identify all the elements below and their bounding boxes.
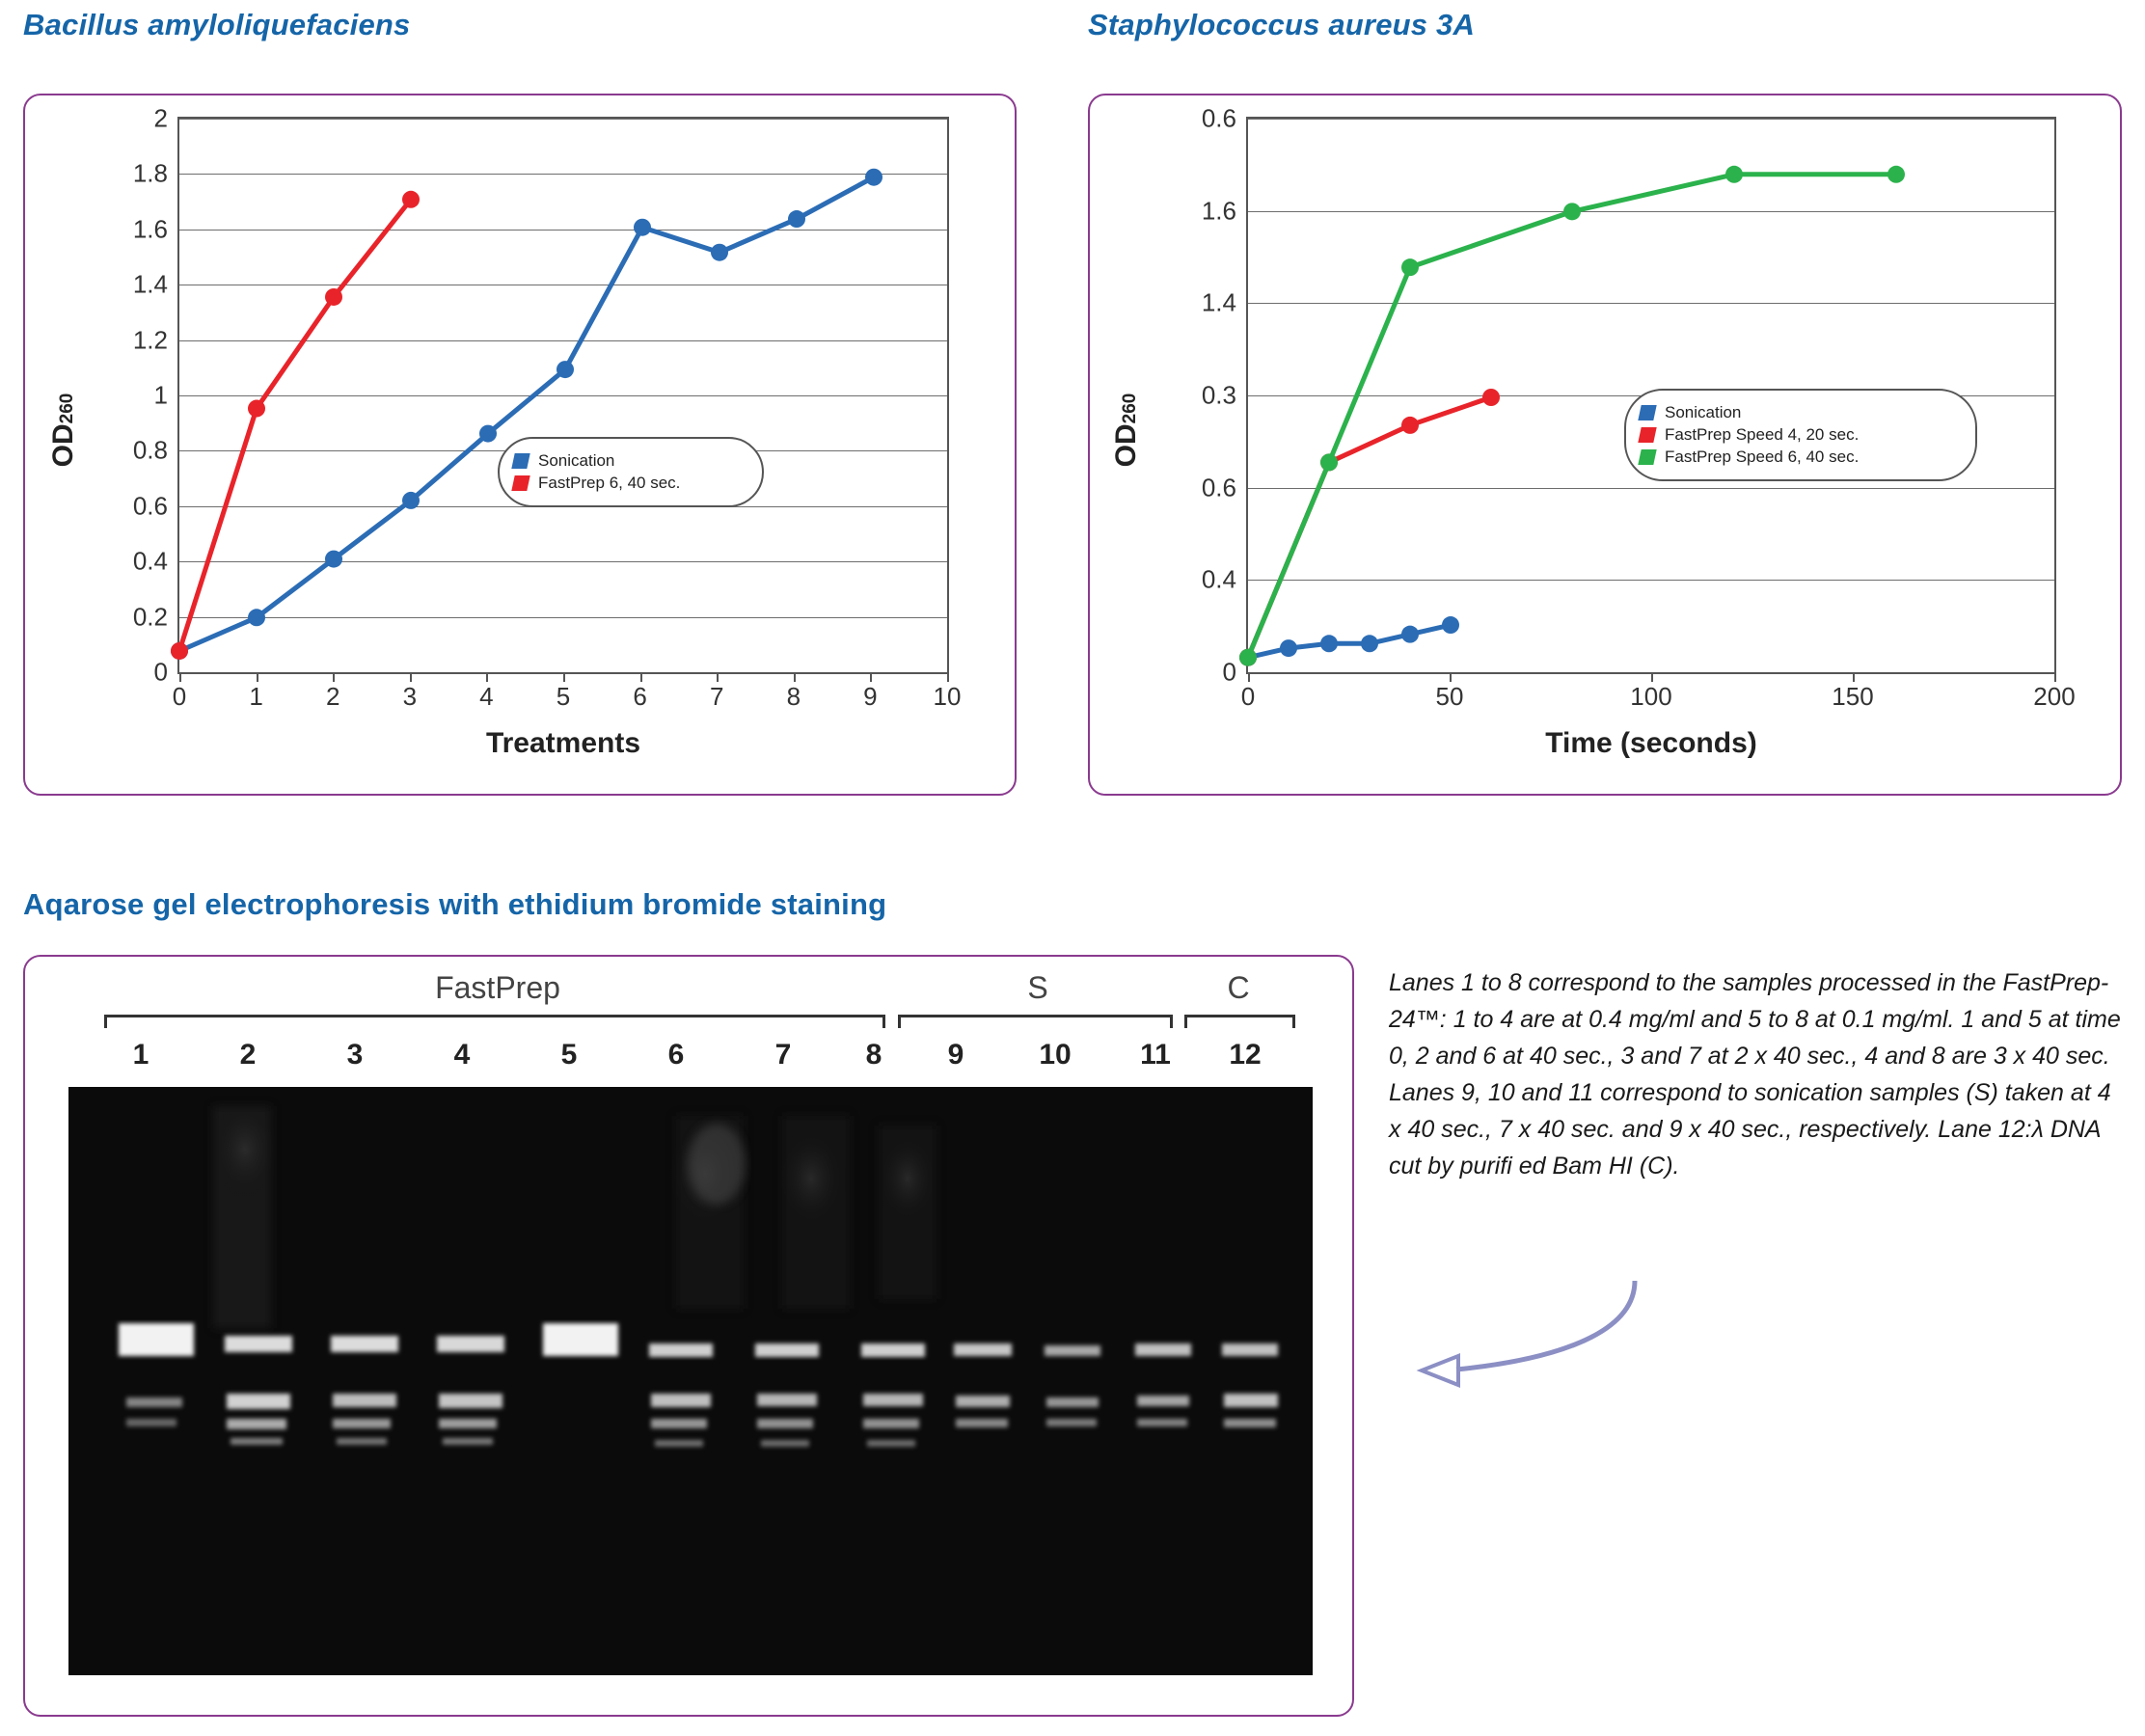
right-chart-xtick: 150 [1832,682,1874,711]
legend-swatch-sonication [1638,405,1656,420]
right-chart-xtick: 100 [1630,682,1672,711]
legend-swatch-fastprep-4 [1638,427,1656,443]
gel-bracket-s [898,1015,1173,1028]
legend-swatch-sonication [511,453,529,469]
caption-arrow-icon [1389,1273,1678,1398]
legend-item [1640,403,1958,422]
left-chart-xtick: 2 [325,682,340,711]
legend-label: Sonication [538,451,615,470]
legend-swatch-fastprep [511,475,529,491]
left-chart-x-axis-label: Treatments [485,727,641,759]
right-chart-ytick: 0 [1222,657,1236,687]
gel-lane-label: 9 [947,1039,964,1071]
left-chart-xtick: 4 [479,682,494,711]
right-chart-xtick: 0 [1240,682,1256,711]
gel-lane-label: 4 [453,1039,471,1071]
gel-lane-label: 11 [1140,1039,1171,1071]
left-chart-ytick: 0.8 [132,435,168,465]
left-chart-xtick: 0 [172,682,187,711]
left-chart-series-layer [179,119,951,676]
left-chart-y-axis-label: OD260 [47,393,79,468]
left-chart-xtick: 8 [786,682,801,711]
left-chart-title: Bacillus amyloliquefaciens [23,8,411,41]
left-chart-ytick: 1.6 [132,214,168,244]
gel-lane-label: 3 [346,1039,364,1071]
left-chart-ytick: 2 [153,103,168,133]
gel-caption: Lanes 1 to 8 correspond to the samples processed in the FastPrep-24™: 1 to 4 are at 0.4 mg/ml and 5 to 8 at 0.1 mg/ml. 1 and 5 at time 0, 2 and 6 at 40 sec., 3 and 7 at 2 x 40 sec., 4 and 8 are 3 x 40 sec. Lanes 9, 10 and 11 correspond to sonication samples (S) taken at 4 x 40 sec., 7 x 40 sec. and 9 x 40 sec., respectively. Lane 12:λ DNA cut by purifi ed Bam HI (C). [1389,969,2121,1180]
left-chart-ytick: 1 [153,380,168,410]
right-chart-xtick: 200 [2033,682,2076,711]
gel-image [68,1087,1313,1675]
gel-section-title: Aqarose gel electrophoresis with ethidium bromide staining [23,887,887,921]
right-chart-title: Staphylococcus aureus 3A [1088,8,1476,41]
left-chart-xtick: 5 [556,682,571,711]
legend-item [1640,425,1958,445]
right-chart-xtick: 50 [1435,682,1464,711]
gel-lane-label: 2 [239,1039,257,1071]
legend-swatch-fastprep-6 [1638,449,1656,465]
left-chart-xtick: 9 [863,682,878,711]
left-chart-ytick: 0.2 [132,602,168,632]
left-chart-ytick: 1.4 [132,269,168,299]
legend-item [513,474,745,493]
gel-lane-label: 10 [1039,1039,1072,1071]
right-chart-plot-area [1201,103,2076,711]
right-chart-ytick: 0.6 [1201,103,1236,133]
left-chart-card [23,94,1017,796]
right-chart-ytick: 0.6 [1201,473,1236,502]
gel-group-label-fastprep: FastPrep [435,970,560,1005]
left-chart [25,95,1018,798]
left-chart-ytick: 1.8 [132,158,168,188]
gel-image-svg [68,1087,1313,1675]
right-chart-y-axis-label: OD260 [1110,393,1142,468]
right-chart-x-axis-label: Time (seconds) [1545,727,1757,759]
right-chart-legend [1624,389,1977,481]
legend-label: Sonication [1665,403,1742,421]
legend-item [1640,448,1958,467]
right-chart-card [1088,94,2122,796]
gel-card [23,955,1354,1717]
right-chart-ytick: 1.6 [1201,196,1236,226]
legend-label: FastPrep Speed 4, 20 sec. [1665,425,1860,444]
gel-bracket-fastprep [104,1015,885,1028]
left-chart-xtick: 6 [633,682,647,711]
left-chart-ytick: 0.6 [132,491,168,521]
legend-label: FastPrep Speed 6, 40 sec. [1665,448,1860,466]
left-chart-xtick: 1 [249,682,263,711]
gel-lane-label: 7 [774,1039,792,1071]
right-chart-ytick: 0.4 [1201,564,1236,594]
gel-lane-label: 6 [667,1039,685,1071]
gel-group-label-s: S [1027,970,1048,1005]
gel-lane-label: 8 [865,1039,882,1071]
left-chart-ytick: 0.4 [132,546,168,576]
gel-bracket-c [1184,1015,1295,1028]
legend-label: FastPrep 6, 40 sec. [538,474,681,492]
gel-lane-label: 12 [1229,1039,1262,1071]
gel-group-label-c: C [1227,970,1250,1005]
right-chart-ytick: 0.3 [1201,380,1236,410]
right-chart [1090,95,2124,798]
gel-lane-label: 1 [132,1039,149,1071]
left-chart-plot-area [132,103,962,711]
left-chart-ytick: 1.2 [132,325,168,355]
left-chart-xtick: 10 [933,682,962,711]
left-chart-legend [498,437,764,507]
gel-lane-label: 5 [560,1039,578,1071]
left-chart-xtick: 3 [402,682,418,711]
left-chart-ytick: 0 [153,657,168,687]
right-chart-ytick: 1.4 [1201,287,1236,317]
legend-item [513,451,745,471]
left-chart-xtick: 7 [709,682,724,711]
